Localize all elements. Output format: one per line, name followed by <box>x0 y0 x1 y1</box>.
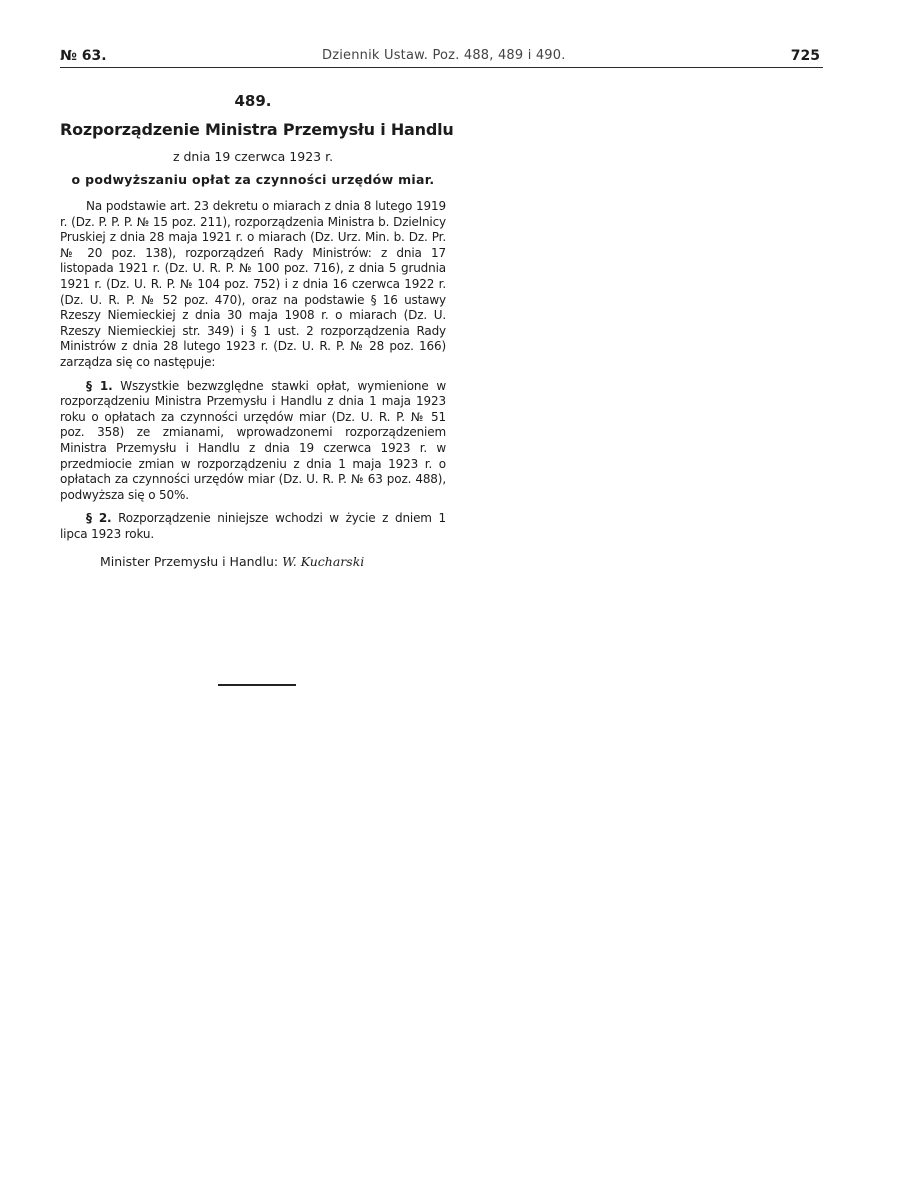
signature-line <box>100 554 446 569</box>
signature-role: Minister Przemysłu i Handlu: <box>100 554 279 570</box>
section-label-1: § 1. <box>86 378 113 393</box>
issue-number: № 63. <box>60 48 107 64</box>
signature-name: W. Kucharski <box>282 554 365 570</box>
section-text-1: Wszystkie bezwzględne stawki opłat, wymienione w rozporządzeniu Ministra Przemysłu i Handlu z dnia 1 maja 1923 roku o opłatach za czynności urzędów miar (Dz. U. R. P. № 51 poz. 358) ze zmianami, wprowadzonemi rozporządzeniem Ministra Przemysłu i Handlu z dnia 19 czerwca 1923 r. w przedmiocie zmian w rozporządzeniu z dnia 1 maja 1923 r. o opłatach za czynności urzędów miar (Dz. U. R. P. № 63 poz. 488), podwyższa się o 50%. <box>60 378 446 502</box>
running-header <box>60 48 820 68</box>
preamble-paragraph: Na podstawie art. 23 dekretu o miarach z dnia 8 lutego 1919 r. (Dz. P. P. P. № 15 poz. 211), rozporządzenia Ministra b. Dzielnicy Pruskiej z dnia 28 maja 1921 r. o miarach (Dz. Urz. Min. b. Dz. Pr. № 20 poz. 138), rozporządzeń Rady Ministrów: z dnia 17 listopada 1921 r. (Dz. U. R. P. № 100 poz. 716), z dnia 5 grudnia 1921 r. (Dz. U. R. P. № 104 poz. 752) i z dnia 16 czerwca 1922 r. (Dz. U. R. P. № 52 poz. 470), oraz na podstawie § 16 ustawy Rzeszy Niemieckiej z dnia 30 maja 1908 r. o miarach (Dz. U. Rzeszy Niemieckiej str. 349) i § 1 ust. 2 rozporządzenia Rady Ministrów z dnia 28 lutego 1923 r. (Dz. U. R. P. № 28 poz. 166) zarządza się co następuje: <box>60 199 446 369</box>
article-number: 489. <box>234 92 272 110</box>
article-subject: o podwyższaniu opłat za czynności urzędów miar. <box>71 172 435 187</box>
article-date: z dnia 19 czerwca 1923 r. <box>172 149 334 164</box>
page-number: 725 <box>790 48 820 64</box>
journal-reference: Dziennik Ustaw. Poz. 488, 489 i 490. <box>322 48 566 63</box>
end-of-article-rule <box>218 684 296 686</box>
section-paragraph-2 <box>60 511 446 542</box>
section-text-2: Rozporządzenie niniejsze wchodzi w życie z dniem 1 lipca 1923 roku. <box>60 511 446 541</box>
article-column <box>60 92 454 570</box>
section-label-2: § 2. <box>86 511 112 526</box>
header-rule <box>60 67 823 68</box>
article-title: Rozporządzenie Ministra Przemysłu i Handlu <box>60 120 454 139</box>
section-paragraph-1 <box>60 379 446 504</box>
